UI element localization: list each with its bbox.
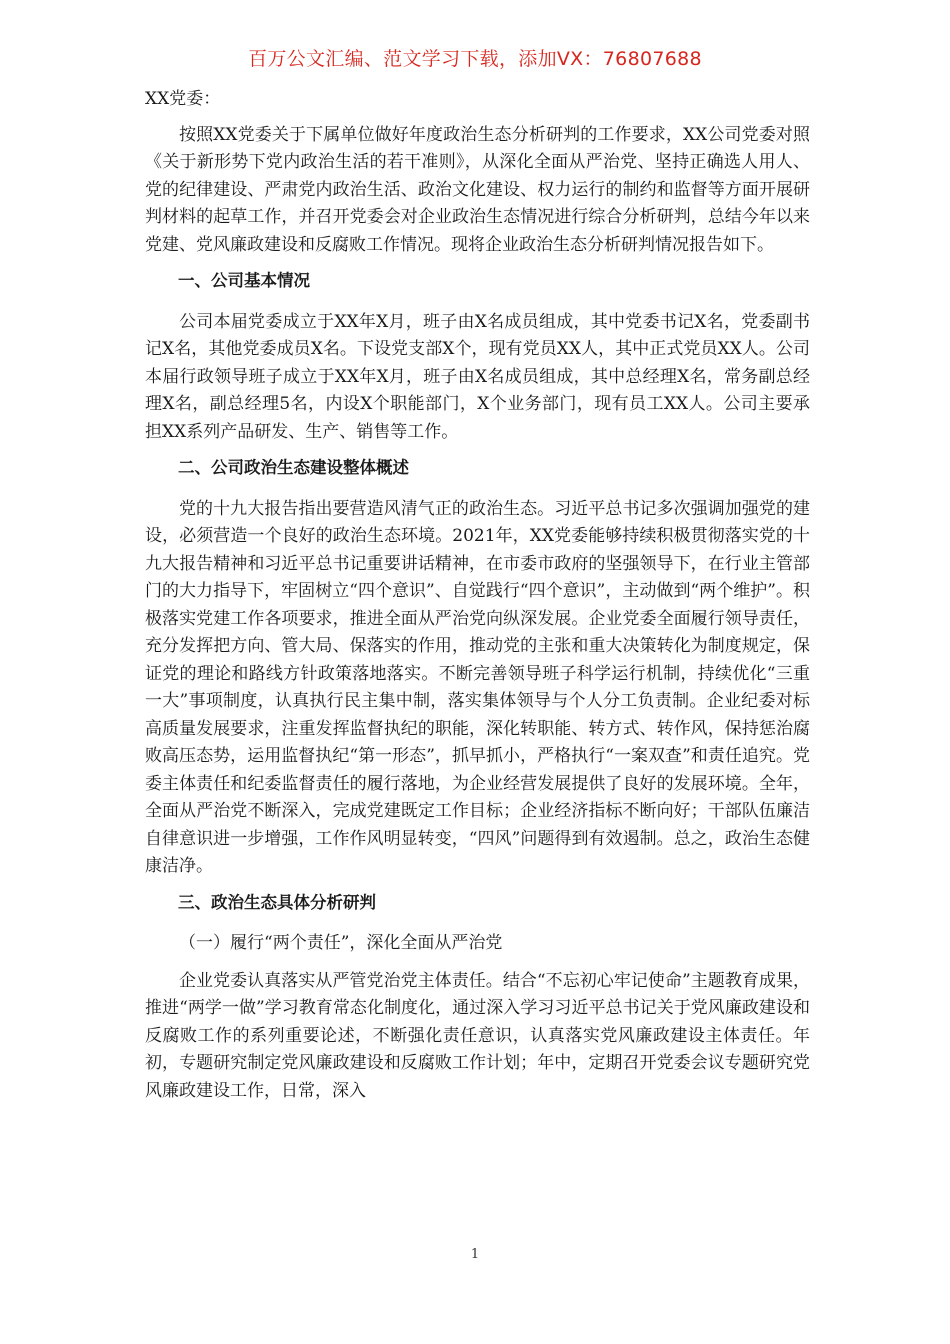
page-number: 1 [470,1247,480,1262]
salutation: XX党委： [145,89,221,109]
section-3-heading: 三、政治生态具体分析研判 [178,892,376,912]
section-2-heading: 二、公司政治生态建设整体概述 [178,458,409,477]
header-banner: 百万公文汇编、范文学习下载，添加VX：76807688 [248,48,702,70]
section-3-1-paragraph: 企业党委认真落实从严管党治党主体责任。结合“不忘初心牢记使命”主题教育成果，推进“两学一做”学习教育常态化制度化，通过深入学习习近平总书记关于党风廉政建设和反腐败工作的系列重要论述，不断强化责任意识，认真落实党风廉政建设主体责任。年初，专题研究制定党风廉政建设和反腐败工作计划；年中，定期召开党委会议专题研究党风廉政建设工作，日常，深入 [145,970,810,1101]
intro-paragraph: 按照XX党委关于下属单位做好年度政治生态分析研判的工作要求，XX公司党委对照《关于新形势下党内政治生活的若干准则》，从深化全面从严治党、坚持正确选人用人、党的纪律建设、严肃党内政治生活、政治文化建设、权力运行的制约和监督等方面开展研判材料的起草工作，并召开党委会对企业政治生态情况进行综合分析研判，总结今年以来党建、党风廉政建设和反腐败工作情况。现将企业政治生态分析研判情况报告如下。 [145,124,810,255]
section-1-paragraph: 公司本届党委成立于XX年X月，班子由X名成员组成，其中党委书记X名，党委副书记X名，其他党委成员X名。下设党支部X个，现有党员XX人，其中正式党员XX人。公司本届行政领导班子成立于XX年X月，班子由X名成员组成，其中总经理X名，常务副总经理X名，副总经理5名，内设X个职能部门，X个业务部门，现有员工XX人。公司主要承担XX系列产品研发、生产、销售等工作。 [145,311,810,442]
section-1-heading: 一、公司基本情况 [178,271,310,290]
section-3-1-heading: （一）履行“两个责任”，深化全面从严治党 [179,933,503,953]
document-body [145,86,810,1113]
section-2-paragraph: 党的十九大报告指出要营造风清气正的政治生态。习近平总书记多次强调加强党的建设，必须营造一个良好的政治生态环境。2021年，XX党委能够持续积极贯彻落实党的十九大报告精神和习近平总书记重要讲话精神，在市委市政府的坚强领导下，在行业主管部门的大力指导下，牢固树立“四个意识”、自觉践行“四个意识”，主动做到“两个维护”。积极落实党建工作各项要求，推进全面从严治党向纵深发展。企业党委全面履行领导责任，充分发挥把方向、管大局、保落实的作用，推动党的主张和重大决策转化为制度规定，保证党的理论和路线方针政策落地落实。不断完善领导班子科学运行机制，持续优化“三重一大”事项制度，认真执行民主集中制，落实集体领导与个人分工负责制。企业纪委对标高质量发展要求，注重发挥监督执纪的职能，深化转职能、转方式、转作风，保持惩治腐败高压态势，运用监督执纪“第一形态”，抓早抓小，严格执行“一案双查”和责任追究。党委主体责任和纪委监督责任的履行落地，为企业经营发展提供了良好的发展环境。全年，全面从严治党不断深入，完成党建既定工作目标；企业经济指标不断向好；干部队伍廉洁自律意识进一步增强，工作作风明显转变，“四风”问题得到有效遏制。总之，政治生态健康洁净。 [145,498,810,876]
